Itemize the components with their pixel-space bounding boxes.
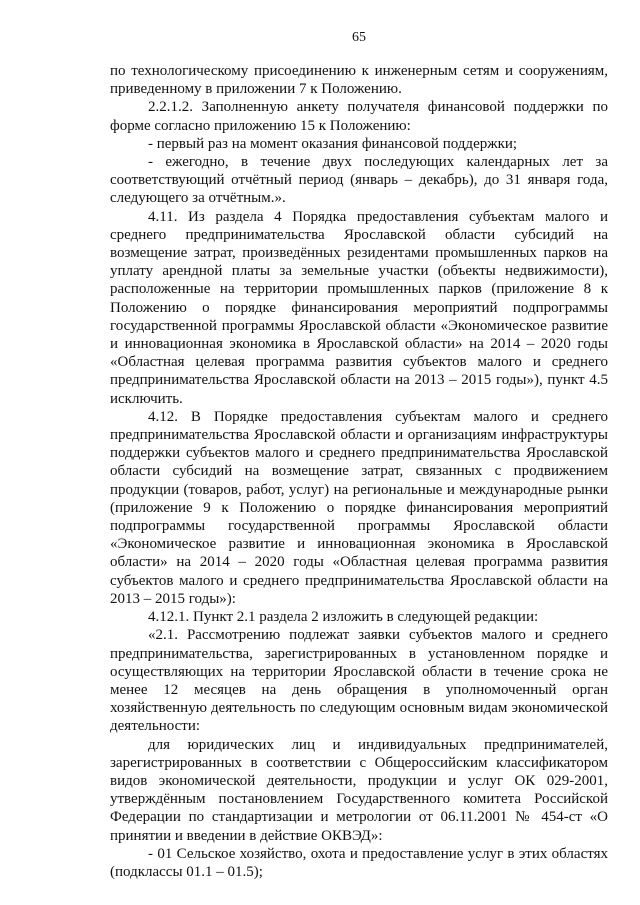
paragraph-legal-entities: для юридических лиц и индивидуальных предпринимателей, зарегистрированных в соответствии с Общероссийским классификатором видов экономической деятельности, продукции и услуг ОК 029-2001, утверждённым постановлением Государственного комитета Российской Федерации по стандартизации и метрологии от 06.11.2001 № 454-ст «О принятии и введении в действие ОКВЭД»: — [110, 736, 608, 844]
document-page — [110, 30, 608, 881]
paragraph-4-11: 4.11. Из раздела 4 Порядка предоставления субъектам малого и среднего предпринимательства Ярославской области субсидий на возмещение затрат, произведённых резидентами промышленных парков на уплату арендной платы за земельные участки (объекты недвижимости), расположенные на территории промышленных парков (приложение 8 к Положению о порядке финансирования мероприятий подпрограммы государственной программы Ярославской области «Экономическое развитие и инновационная экономика в Ярославской области» на 2014 – 2020 годы «Областная целевая программа развития субъектов малого и среднего предпринимательства Ярославской области на 2013 – 2015 годы»), пункт 4.5 исключить. — [110, 208, 608, 407]
paragraph-4-12-1: 4.12.1. Пункт 2.1 раздела 2 изложить в следующей редакции: — [148, 609, 539, 626]
list-item-first-time: - первый раз на момент оказания финансовой поддержки; — [148, 135, 518, 152]
paragraph-2-2-1-2: 2.2.1.2. Заполненную анкету получателя финансовой поддержки по форме согласно приложению 15 к Положению: — [110, 99, 608, 134]
paragraph-4-12: 4.12. В Порядке предоставления субъектам малого и среднего предпринимательства Ярославской области и организациям инфраструктуры поддержки субъектов малого и среднего предпринимательства Ярославской области субсидий на возмещение затрат, связанных с продвижением продукции (товаров, работ, услуг) на региональные и международные рынки (приложение 9 к Положению о порядке финансирования мероприятий подпрограммы государственной программы Ярославской области «Экономическое развитие и инновационная экономика в Ярославской области» на 2014 – 2020 годы «Областная целевая программа развития субъектов малого и среднего предпринимательства Ярославской области на 2013 – 2015 годы»): — [110, 408, 608, 607]
paragraph-2-1-quote: «2.1. Рассмотрению подлежат заявки субъектов малого и среднего предпринимательства, зарегистрированных в установленном порядке и осуществляющих на территории Ярославской области в течение срока не менее 12 месяцев на день обращения в уполномоченный орган хозяйственную деятельность по следующим основным видам экономической деятельности: — [110, 627, 608, 735]
list-item-annually: - ежегодно, в течение двух последующих календарных лет за соответствующий отчётный период (январь – декабрь), до 31 января года, следующего за отчётным.». — [110, 154, 608, 207]
page-number: 65 — [352, 30, 366, 45]
paragraph-continuation: по технологическому присоединению к инженерным сетям и сооружениям, приведенному в приложении 7 к Положению. — [110, 63, 608, 98]
list-item-01-agriculture: - 01 Сельское хозяйство, охота и предоставление услуг в этих областях (подклассы 01.1 – 01.5); — [110, 845, 608, 880]
